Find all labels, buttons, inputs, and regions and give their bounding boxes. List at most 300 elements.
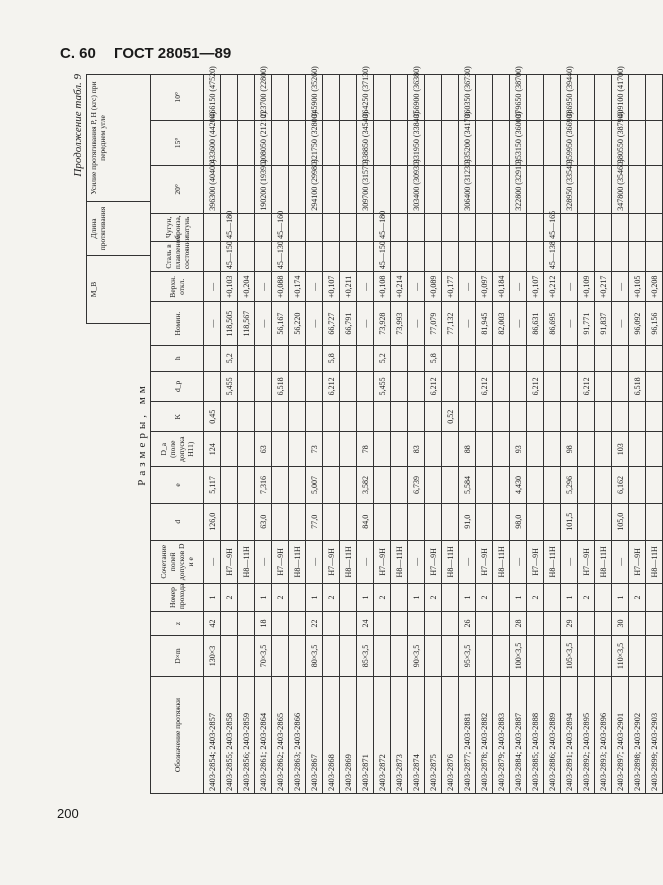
table-row	[238, 75, 255, 794]
table-row	[374, 75, 391, 794]
table-cell	[629, 503, 646, 540]
table-cell	[323, 166, 340, 214]
table-cell: 306400 (31230)	[459, 166, 476, 214]
table-cell	[561, 371, 578, 401]
table-cell: 2	[374, 583, 391, 611]
table-cell	[340, 345, 357, 371]
table-cell	[272, 166, 289, 214]
table-cell	[289, 612, 306, 636]
table-cell	[510, 345, 527, 371]
table-cell	[595, 75, 612, 121]
broach-designation-cell: 2403-2893; 2403-2896	[595, 677, 612, 794]
table-cell: —	[510, 540, 527, 583]
table-cell: —	[612, 540, 629, 583]
broach-designation-cell: 2403-2863; 2403-2866	[289, 677, 306, 794]
table-cell	[374, 402, 391, 432]
table-cell	[510, 241, 527, 271]
broach-designation-cell: 2403-2856; 2403-2859	[238, 677, 255, 794]
table-cell	[204, 213, 221, 241]
table-cell: 6,212	[578, 371, 595, 401]
table-cell	[340, 612, 357, 636]
table-cell	[527, 612, 544, 636]
table-cell	[391, 371, 408, 401]
table-cell: +0,214	[391, 272, 408, 302]
table-cell	[425, 503, 442, 540]
table-row	[629, 75, 646, 794]
table-cell	[459, 371, 476, 401]
table-cell: 466150 (47520)	[204, 75, 221, 121]
table-cell: —	[408, 302, 425, 345]
table-cell: 294100 (29980)	[306, 166, 323, 214]
table-cell	[646, 120, 663, 165]
table-cell: H7—9H	[527, 540, 544, 583]
table-cell	[578, 345, 595, 371]
table-cell	[408, 402, 425, 432]
column-header: Чугун, бронза, латунь	[151, 213, 204, 241]
table-cell: 103	[612, 432, 629, 467]
table-cell	[204, 345, 221, 371]
table-cell	[578, 241, 595, 271]
table-cell	[238, 503, 255, 540]
table-cell: 86,631	[527, 302, 544, 345]
table-cell: 101,5	[561, 503, 578, 540]
table-cell	[357, 402, 374, 432]
table-cell: —	[204, 302, 221, 345]
broach-designation-cell: 2403-2878; 2403-2882	[476, 677, 493, 794]
table-cell	[323, 503, 340, 540]
table-cell	[578, 612, 595, 636]
table-cell	[595, 467, 612, 504]
table-cell	[425, 213, 442, 241]
table-cell	[204, 241, 221, 271]
table-cell: —	[459, 302, 476, 345]
table-cell	[493, 213, 510, 241]
table-cell: 303400 (30930)	[408, 166, 425, 214]
table-cell: 5,8	[323, 345, 340, 371]
table-cell: 78	[357, 432, 374, 467]
table-cell: —	[306, 272, 323, 302]
page-number: 200	[57, 806, 79, 821]
column-header: d	[151, 503, 204, 540]
table-cell	[629, 402, 646, 432]
table-cell	[561, 213, 578, 241]
group-header-mv: M_B	[86, 256, 150, 324]
table-cell	[544, 75, 561, 121]
table-cell: 63,0	[255, 503, 272, 540]
table-cell	[340, 75, 357, 121]
table-cell	[493, 635, 510, 676]
table-cell	[340, 213, 357, 241]
table-cell	[221, 635, 238, 676]
table-cell: +0,184	[493, 272, 510, 302]
broach-designation-cell: 2403-2898; 2403-2902	[629, 677, 646, 794]
dimensions-table	[150, 66, 663, 794]
table-cell	[272, 75, 289, 121]
table-cell: 379650 (38700)	[510, 75, 527, 121]
table-cell	[544, 635, 561, 676]
table-cell	[289, 467, 306, 504]
broach-designation-cell: 2403-2862; 2403-2865	[272, 677, 289, 794]
table-cell	[476, 120, 493, 165]
table-cell: 6,212	[323, 371, 340, 401]
broach-designation-cell: 2403-2873	[391, 677, 408, 794]
column-header: e	[151, 467, 204, 504]
table-row	[442, 75, 459, 794]
table-cell	[629, 241, 646, 271]
broach-designation-cell: 2403-2871	[357, 677, 374, 794]
table-cell: +0,208	[646, 272, 663, 302]
table-cell: H8—11H	[340, 540, 357, 583]
table-continuation-label: Продолжение табл. 9	[72, 74, 84, 177]
table-cell	[510, 402, 527, 432]
table-cell	[544, 402, 561, 432]
table-cell	[289, 75, 306, 121]
table-cell: —	[357, 540, 374, 583]
table-cell: 73,993	[391, 302, 408, 345]
table-cell: 5,455	[221, 371, 238, 401]
broach-designation-cell: 2403-2872	[374, 677, 391, 794]
column-header: z	[151, 612, 204, 636]
table-cell	[340, 583, 357, 611]
table-cell	[391, 75, 408, 121]
table-cell	[578, 432, 595, 467]
rotated-table-block	[72, 66, 659, 794]
table-cell: 2	[578, 583, 595, 611]
table-cell: 77,079	[425, 302, 442, 345]
table-row	[357, 75, 374, 794]
table-cell	[544, 612, 561, 636]
table-cell	[561, 402, 578, 432]
table-cell: —	[459, 272, 476, 302]
table-cell	[544, 503, 561, 540]
table-cell: 5,117	[204, 467, 221, 504]
table-cell	[391, 166, 408, 214]
table-cell: 84,0	[357, 503, 374, 540]
group-header-length: Длина протягивания	[86, 202, 150, 256]
table-cell	[646, 612, 663, 636]
table-cell: 91,771	[578, 302, 595, 345]
table-cell	[442, 345, 459, 371]
table-cell	[595, 432, 612, 467]
table-cell	[578, 467, 595, 504]
table-cell	[374, 635, 391, 676]
table-cell	[527, 503, 544, 540]
table-cell: 29	[561, 612, 578, 636]
table-cell	[646, 583, 663, 611]
table-cell	[374, 467, 391, 504]
table-cell: 190200 (19390)	[255, 166, 272, 214]
table-header-row	[151, 75, 204, 794]
table-cell: 96,156	[646, 302, 663, 345]
table-cell	[340, 503, 357, 540]
broach-designation-cell: 2403-2899; 2403-2903	[646, 677, 663, 794]
table-cell	[323, 612, 340, 636]
table-cell	[425, 166, 442, 214]
table-cell: 77,0	[306, 503, 323, 540]
table-cell: 45—180	[221, 213, 238, 241]
table-cell: 30	[612, 612, 629, 636]
table-cell	[272, 402, 289, 432]
table-cell	[544, 371, 561, 401]
column-header: 20°	[151, 166, 204, 214]
table-cell	[289, 583, 306, 611]
table-cell: 105,0	[612, 503, 629, 540]
table-cell	[408, 371, 425, 401]
table-cell	[425, 432, 442, 467]
table-cell: 2	[272, 583, 289, 611]
table-cell	[646, 166, 663, 214]
table-cell: 56,167	[272, 302, 289, 345]
table-cell	[646, 345, 663, 371]
column-header: 15°	[151, 120, 204, 165]
table-cell	[272, 467, 289, 504]
table-cell	[442, 166, 459, 214]
table-cell	[646, 241, 663, 271]
table-cell	[476, 402, 493, 432]
table-row	[408, 75, 425, 794]
table-cell	[544, 467, 561, 504]
table-cell	[289, 371, 306, 401]
table-cell: 223700 (22800)	[255, 75, 272, 121]
table-cell	[272, 612, 289, 636]
table-row	[221, 75, 238, 794]
table-cell: 95×3,5	[459, 635, 476, 676]
table-row	[527, 75, 544, 794]
table-cell	[476, 612, 493, 636]
table-cell	[527, 635, 544, 676]
table-cell	[238, 213, 255, 241]
table-cell	[391, 467, 408, 504]
table-cell: 359950 (36690)	[561, 120, 578, 165]
table-cell: 3,582	[357, 467, 374, 504]
table-cell: 45—180	[374, 213, 391, 241]
table-row	[391, 75, 408, 794]
table-cell	[527, 241, 544, 271]
table-cell	[476, 213, 493, 241]
table-cell: 5,2	[221, 345, 238, 371]
column-header: Сталь в плавленом состоянии	[151, 241, 204, 271]
table-cell: 360350 (36730)	[459, 75, 476, 121]
table-cell: 5,8	[425, 345, 442, 371]
table-cell	[340, 166, 357, 214]
table-cell: 28	[510, 612, 527, 636]
table-cell: 433600 (44200)	[204, 120, 221, 165]
table-cell: 0,45	[204, 402, 221, 432]
table-cell: 77,132	[442, 302, 459, 345]
broach-designation-cell: 2403-2886; 2403-2889	[544, 677, 561, 794]
table-cell	[493, 166, 510, 214]
table-cell	[442, 583, 459, 611]
table-row	[493, 75, 510, 794]
table-cell: 93	[510, 432, 527, 467]
table-cell	[629, 75, 646, 121]
table-cell	[493, 467, 510, 504]
broach-designation-cell: 2403-2861; 2403-2864	[255, 677, 272, 794]
table-cell: 118,505	[221, 302, 238, 345]
table-cell	[476, 75, 493, 121]
table-cell	[391, 612, 408, 636]
table-cell	[238, 371, 255, 401]
table-cell: 328950 (33540)	[561, 166, 578, 214]
table-cell	[306, 371, 323, 401]
table-cell: —	[408, 540, 425, 583]
table-cell: 90×3,5	[408, 635, 425, 676]
table-cell: H7—9H	[374, 540, 391, 583]
table-cell: 6,212	[476, 371, 493, 401]
table-cell	[323, 635, 340, 676]
table-cell	[646, 432, 663, 467]
standard-code: ГОСТ 28051—89	[114, 45, 232, 62]
table-cell: 1	[612, 583, 629, 611]
table-cell	[425, 402, 442, 432]
table-cell	[578, 402, 595, 432]
table-cell: —	[255, 540, 272, 583]
broach-designation-cell: 2403-2876	[442, 677, 459, 794]
table-cell: 364250 (37130)	[357, 75, 374, 121]
table-cell: 91,837	[595, 302, 612, 345]
table-cell: 118,567	[238, 302, 255, 345]
table-cell	[629, 213, 646, 241]
table-cell: 6,739	[408, 467, 425, 504]
table-cell	[391, 345, 408, 371]
table-cell: +0,174	[289, 272, 306, 302]
table-cell	[544, 345, 561, 371]
table-cell: 91,0	[459, 503, 476, 540]
table-cell	[527, 467, 544, 504]
table-cell	[561, 345, 578, 371]
table-cell: —	[255, 302, 272, 345]
table-cell: —	[255, 272, 272, 302]
table-cell: 386950 (39440)	[561, 75, 578, 121]
table-cell	[408, 612, 425, 636]
table-cell: 45—138	[544, 241, 561, 271]
table-cell	[527, 432, 544, 467]
table-cell	[272, 120, 289, 165]
table-cell: 309700 (31570)	[357, 166, 374, 214]
table-cell	[646, 213, 663, 241]
table-cell	[646, 371, 663, 401]
table-cell	[425, 612, 442, 636]
table-cell	[646, 402, 663, 432]
table-cell	[408, 503, 425, 540]
table-cell	[255, 213, 272, 241]
table-cell: 45—160	[272, 213, 289, 241]
table-cell	[527, 75, 544, 121]
table-cell	[425, 241, 442, 271]
broach-designation-cell: 2403-2892; 2403-2895	[578, 677, 595, 794]
table-cell: 2	[629, 583, 646, 611]
table-cell: 100×3,5	[510, 635, 527, 676]
table-cell: H7—9H	[476, 540, 493, 583]
table-cell: 80×3,5	[306, 635, 323, 676]
table-cell	[459, 345, 476, 371]
table-cell	[340, 241, 357, 271]
table-cell	[442, 371, 459, 401]
table-cell: 45—150	[374, 241, 391, 271]
table-cell	[255, 402, 272, 432]
table-cell: 2	[425, 583, 442, 611]
table-cell	[629, 120, 646, 165]
table-cell	[357, 345, 374, 371]
table-cell	[595, 241, 612, 271]
table-cell: 98,0	[510, 503, 527, 540]
table-cell	[238, 75, 255, 121]
broach-designation-cell: 2403-2869	[340, 677, 357, 794]
table-cell: 5,296	[561, 467, 578, 504]
table-cell	[459, 241, 476, 271]
table-cell: 45—165	[544, 213, 561, 241]
page-marker: С. 60	[60, 45, 96, 62]
table-cell: —	[510, 302, 527, 345]
column-header: d_p	[151, 371, 204, 401]
table-cell: —	[561, 272, 578, 302]
table-cell: 356900 (36380)	[408, 75, 425, 121]
table-cell	[323, 213, 340, 241]
table-cell: 86,695	[544, 302, 561, 345]
table-body	[204, 66, 663, 794]
table-cell: 4,430	[510, 467, 527, 504]
table-row	[510, 75, 527, 794]
table-cell	[527, 345, 544, 371]
table-cell	[493, 612, 510, 636]
table-cell: 6,518	[272, 371, 289, 401]
table-cell: —	[612, 302, 629, 345]
table-cell	[255, 345, 272, 371]
table-cell	[459, 402, 476, 432]
table-cell	[595, 213, 612, 241]
column-header: D_a (поле допуска H11)	[151, 432, 204, 467]
table-cell: H8—11H	[646, 540, 663, 583]
broach-designation-cell: 2403-2867	[306, 677, 323, 794]
table-cell: H7—9H	[578, 540, 595, 583]
table-cell	[595, 371, 612, 401]
table-cell: 380550 (38790)	[612, 120, 629, 165]
table-cell	[595, 635, 612, 676]
broach-designation-cell: 2403-2884; 2403-2887	[510, 677, 527, 794]
column-header: Номер прохода	[151, 583, 204, 611]
table-cell: H8—11H	[493, 540, 510, 583]
table-cell: 22	[306, 612, 323, 636]
table-cell	[357, 241, 374, 271]
column-header: h	[151, 345, 204, 371]
table-cell	[306, 345, 323, 371]
table-cell: +0,097	[476, 272, 493, 302]
broach-designation-cell: 2403-2854; 2403-2857	[204, 677, 221, 794]
broach-designation-cell: 2403-2855; 2403-2858	[221, 677, 238, 794]
table-cell	[391, 635, 408, 676]
table-cell	[527, 402, 544, 432]
table-cell	[544, 583, 561, 611]
table-cell: 130×3	[204, 635, 221, 676]
table-cell: 396300 (40400)	[204, 166, 221, 214]
table-cell: 42	[204, 612, 221, 636]
table-cell: 1	[306, 583, 323, 611]
table-row	[595, 75, 612, 794]
table-cell: 83	[408, 432, 425, 467]
table-cell	[544, 166, 561, 214]
table-cell	[527, 166, 544, 214]
table-cell: H7—9H	[323, 540, 340, 583]
table-cell	[612, 371, 629, 401]
table-cell	[578, 120, 595, 165]
table-cell: 2	[476, 583, 493, 611]
table-cell: +0,109	[578, 272, 595, 302]
table-cell	[493, 241, 510, 271]
table-cell	[442, 635, 459, 676]
table-cell: +0,107	[527, 272, 544, 302]
table-cell	[272, 345, 289, 371]
table-cell	[578, 635, 595, 676]
